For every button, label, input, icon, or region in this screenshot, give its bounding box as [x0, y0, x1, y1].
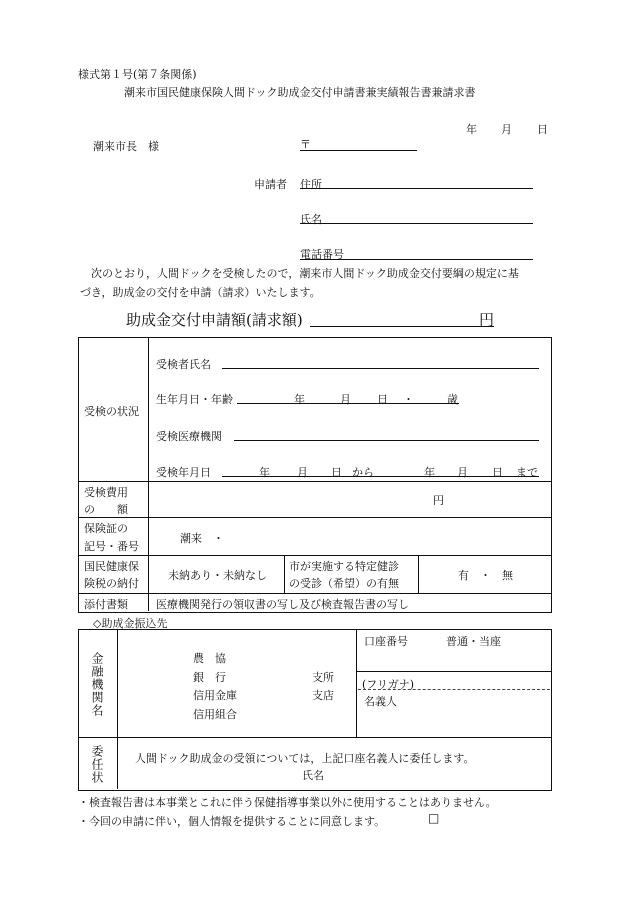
examinee-name-label: 受検者氏名: [156, 358, 211, 371]
delegation-header: 委任状: [90, 745, 104, 784]
checkup-label-2: の受診（希望）の有無: [289, 577, 399, 590]
branch-shiten: 支店: [312, 689, 334, 702]
phone-label: 電話番号: [300, 248, 344, 261]
examinee-name-line[interactable]: [222, 368, 539, 369]
tax-label-1: 国民健康保: [84, 560, 139, 573]
row-divider-insurance: [78, 517, 552, 518]
birth-month-label: 月: [340, 393, 351, 406]
applicant-label: 申請者: [254, 178, 287, 191]
birth-separator: ・: [403, 393, 414, 406]
exam-status-header: 受検の状況: [84, 405, 139, 418]
account-row-divider: [356, 671, 552, 672]
address-line[interactable]: [300, 188, 533, 189]
row-divider-tax: [78, 555, 552, 556]
bank-header: 金融機関名: [90, 652, 104, 717]
exam-date-label: 受検年月日: [156, 466, 211, 479]
tax-divider-2: [418, 555, 419, 593]
from-day-label: 日: [331, 466, 342, 479]
to-year-label: 年: [424, 466, 435, 479]
form-number: 様式第１号(第７条関係): [78, 68, 197, 81]
tax-label-2: 険税の納付: [84, 577, 139, 590]
phone-line[interactable]: [300, 259, 533, 260]
bank-type-ginko: 銀 行: [193, 671, 226, 684]
facility-line[interactable]: [234, 440, 539, 441]
bank-header-divider: [117, 629, 118, 789]
delegation-text: 人間ドック助成金の受領については，上記口座名義人に委任します。: [135, 752, 475, 765]
bank-type-nokyo: 農 協: [193, 652, 226, 665]
from-suffix: から: [352, 466, 374, 479]
birth-day-label: 日: [377, 393, 388, 406]
intro-line-2: づき，助成金の交付を申請（請求）いたします。: [80, 286, 321, 299]
birth-year-label: 年: [294, 393, 305, 406]
branch-shisho: 支所: [312, 671, 334, 684]
birth-label: 生年月日・年齢: [156, 393, 233, 406]
exam-cost-label-1: 受検費用: [84, 486, 128, 499]
address-label: 住所: [300, 178, 322, 191]
name-line[interactable]: [300, 223, 533, 224]
form-title: 潮来市国民健康保険人間ドック助成金交付申請書兼実績報告書兼請求書: [124, 86, 476, 99]
name-label: 氏名: [300, 213, 322, 226]
from-month-label: 月: [297, 466, 308, 479]
row-divider-cost: [78, 481, 552, 482]
postal-mark: 〒: [300, 138, 311, 151]
bank-section-title: ◇助成金振込先: [93, 617, 168, 630]
intro-line-1: 次のとおり，人間ドックを受検したので，潮来市人間ドック助成金交付要綱の規定に基: [91, 267, 519, 280]
to-day-label: 日: [492, 466, 503, 479]
attachments-value: 医療機関発行の領収書の写し及び検査報告書の写し: [156, 598, 409, 611]
insurance-label-1: 保険証の: [84, 522, 128, 535]
exam-cost-label-2: の 額: [84, 503, 128, 516]
delegation-divider: [78, 737, 552, 738]
checkup-options[interactable]: 有 ・ 無: [458, 569, 513, 582]
to-suffix: まで: [516, 466, 538, 479]
date-year-label: 年: [466, 123, 477, 136]
to-month-label: 月: [457, 466, 468, 479]
tax-payment-options[interactable]: 未納あり・未納なし: [168, 569, 267, 582]
facility-label: 受検医療機関: [156, 430, 222, 443]
exam-cost-unit: 円: [433, 494, 444, 507]
furigana-label: (フリガナ): [362, 678, 415, 691]
note-consent: ・今回の申請に伴い，個人情報を提供することに同意します。: [78, 815, 386, 828]
bank-type-shinkumi: 信用組合: [193, 708, 237, 721]
insurance-label-2: 記号・番号: [84, 540, 139, 553]
addressee: 潮来市長 様: [93, 140, 159, 153]
exam-table-divider: [148, 337, 149, 611]
insurance-prefix: 潮来 ・: [180, 532, 224, 545]
bank-account-divider: [356, 629, 357, 737]
account-type-options[interactable]: 普通・当座: [446, 635, 501, 648]
checkup-label-1: 市が実施する特定健診: [289, 560, 399, 573]
date-day-label: 日: [537, 123, 548, 136]
amount-unit: 円: [479, 311, 495, 329]
account-number-label: 口座番号: [364, 635, 408, 648]
amount-line[interactable]: [310, 326, 494, 327]
amount-label: 助成金交付申請額(請求額): [126, 311, 303, 329]
postal-code-line[interactable]: [300, 150, 417, 151]
bank-type-shinkin: 信用金庫: [193, 689, 237, 702]
age-unit: 歳: [447, 393, 458, 406]
account-holder-label: 名義人: [364, 695, 397, 708]
tax-divider-1: [284, 555, 285, 593]
consent-checkbox[interactable]: □: [428, 811, 440, 825]
note-usage: ・検査報告書は本事業とこれに伴う保健指導事業以外に使用することはありません。: [78, 796, 497, 809]
attachments-label: 添付書類: [84, 598, 128, 611]
date-month-label: 月: [501, 123, 512, 136]
from-year-label: 年: [259, 466, 270, 479]
delegation-name-label: 氏名: [302, 769, 324, 782]
row-divider-attachments: [78, 593, 552, 594]
